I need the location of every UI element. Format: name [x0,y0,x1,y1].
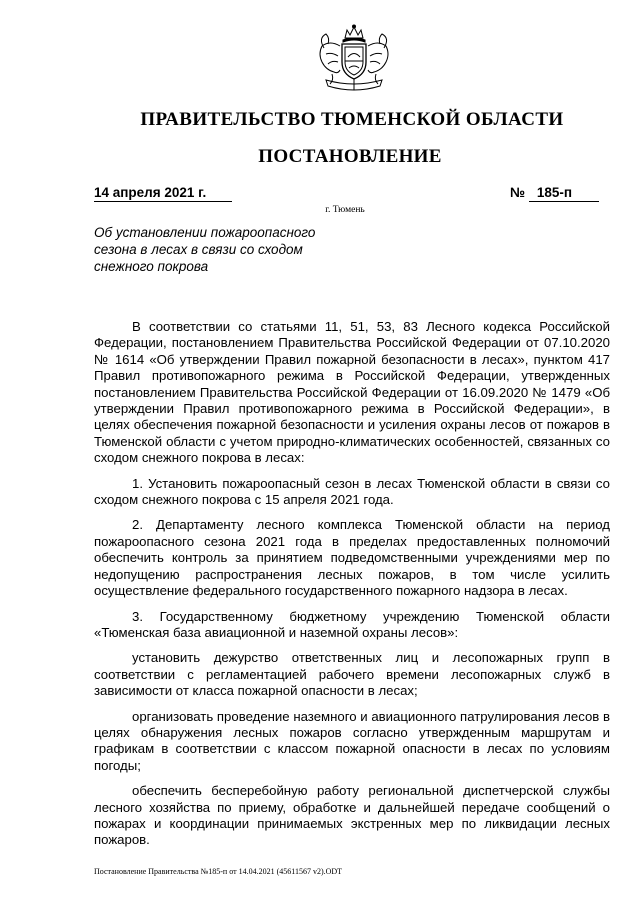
body-paragraph: 3. Государственному бюджетному учреждению Тюменской области «Тюменская база авиационной и наземной охраны лесов»: [94,608,610,640]
body-paragraph: установить дежурство ответственных лиц и лесопожарных групп в соответствии с регламентацией рабочего времени лесопожарных служб в зависимости от класса пожарной опасности в лесах; [94,650,610,699]
number-sign: № [510,185,526,200]
body-paragraph: обеспечить бесперебойную работу региональной диспетчерской службы лесного хозяйства по приему, обработке и дальнейшей передаче сообщений о пожарах и координации принимаемых экстренных мер по ликвидации лесных пожаров. [94,783,610,848]
document-body [94,319,610,858]
document-subject: Об установлении пожароопасного сезона в лесах в связи со сходом снежного покрова [94,225,316,274]
document-footer: Постановление Правительства №185-п от 14.04.2021 (45611567 v2).ODT [94,867,343,876]
body-paragraph: 1. Установить пожароопасный сезон в лесах Тюменской области в связи со сходом снежного покрова с 15 апреля 2021 года. [94,475,610,508]
body-paragraph: В соответствии со статьями 11, 51, 53, 83 Лесного кодекса Российской Федерации, постановлением Правительства Российской Федерации от 07.10.2020 № 1614 «Об утверждении Правил пожарной безопасности в лесах», пунктом 417 Правил противопожарного режима в Российской Федерации, утвержденных постановлением Правительства Российской Федерации от 16.09.2020 № 1479 «Об утверждении Правил противопожарного режима в Российской Федерации», в целях обеспечения пожарной безопасности и усиления охраны лесов от пожаров в Тюменской области с учетом природно-климатических особенностей, связанных со сходом снежного покрова в лесах: [94,319,610,466]
body-paragraph: организовать проведение наземного и авиационного патрулирования лесов в целях обнаружения лесных пожаров согласно утвержденным маршрутам и графикам в соответствии с классом пожарной опасности в лесах по условиям погоды; [94,708,610,773]
document-number [510,185,599,202]
coat-of-arms-icon [312,24,396,98]
body-paragraph: 2. Департаменту лесного комплекса Тюменской области на период пожароопасного сезона 2021 года в пределах предоставленных полномочий обеспечить контроль за принятием подведомственными учреждениями мер по недопущению распространения лесных пожаров, в том числе усилить осуществление федерального государственного пожарного надзора в лесах. [94,517,610,599]
city-name: г. Тюмень [325,205,365,215]
document-number-value: 185-п [529,185,599,202]
document-date: 14 апреля 2021 г. [94,185,232,202]
government-title: ПРАВИТЕЛЬСТВО ТЮМЕНСКОЙ ОБЛАСТИ [140,109,564,130]
document-type-title: ПОСТАНОВЛЕНИЕ [258,146,442,167]
